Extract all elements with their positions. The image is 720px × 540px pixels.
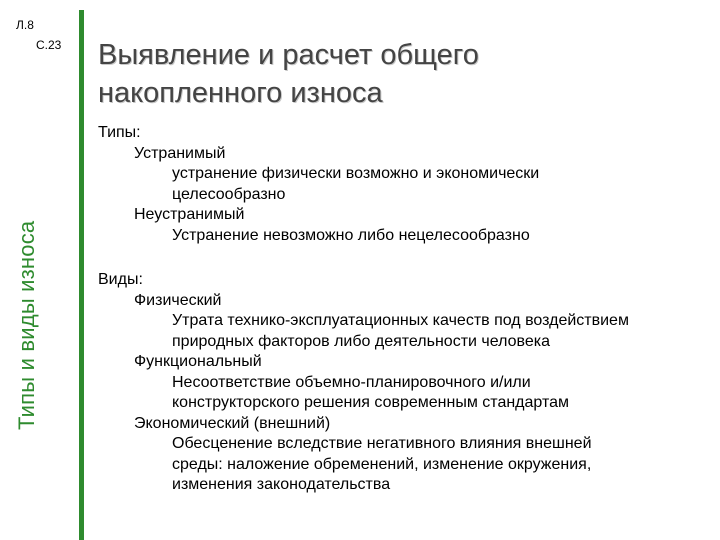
kind-desc-line: изменения законодательства	[172, 476, 391, 493]
kind-name-economic: Экономический (внешний)	[134, 414, 331, 432]
kinds-heading: Виды:	[98, 271, 143, 288]
kind-name-functional: Функциональный	[134, 353, 262, 370]
kinds-section	[98, 270, 703, 496]
type-desc-line: устранение физически возможно и экономически	[172, 165, 540, 182]
slide-ref: С.23	[36, 38, 62, 52]
kind-desc-line: Несоответствие объемно-планировочного и/или	[172, 373, 531, 391]
kind-desc-line: среды: наложение обременений, изменение окружения,	[172, 455, 592, 473]
types-section	[98, 123, 703, 246]
kind-desc-line: конструкторского решения современным стандартам	[172, 394, 570, 411]
type-desc-line: целесообразно	[172, 185, 286, 203]
kind-desc-line: Утрата технико-эксплуатационных качеств под воздействием	[172, 312, 629, 329]
types-heading: Типы:	[98, 124, 141, 141]
type-name-removable: Устранимый	[134, 144, 226, 162]
kind-desc-line: Обесценение вследствие негативного влияния внешней	[172, 435, 592, 452]
type-name-irremovable: Неустранимый	[134, 206, 245, 223]
accent-divider	[79, 10, 84, 540]
content	[98, 123, 703, 496]
side-title: Типы и виды износа	[14, 220, 39, 430]
type-desc-line: Устранение невозможно либо нецелесообразно	[172, 226, 530, 244]
section-gap	[98, 246, 703, 270]
kind-desc-line: природных факторов либо деятельности человека	[172, 332, 550, 350]
lecture-ref: Л.8	[16, 18, 34, 32]
kind-name-physical: Физический	[134, 291, 222, 309]
page-title: Выявление и расчет общего накопленного износа	[98, 39, 479, 109]
